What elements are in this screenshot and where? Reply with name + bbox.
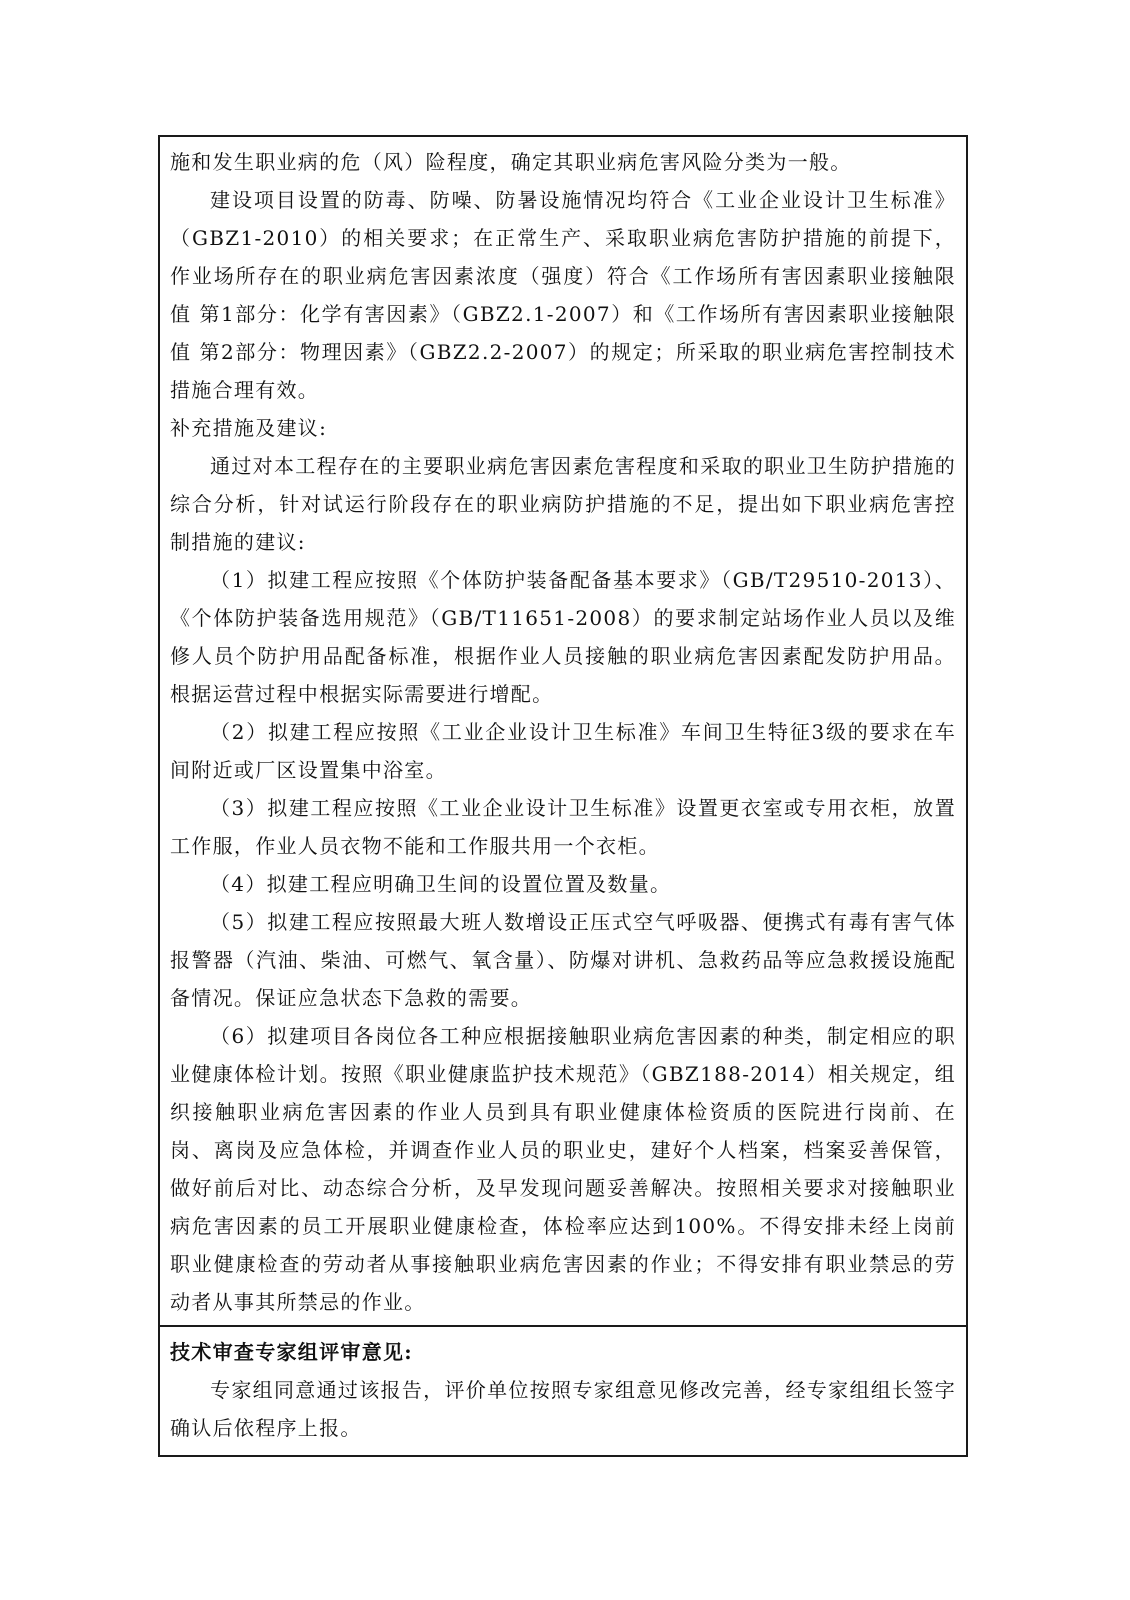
expert-review-cell xyxy=(160,1327,966,1455)
expert-review-heading: 技术审查专家组评审意见: xyxy=(170,1340,413,1364)
review-table xyxy=(158,135,968,1457)
recommendation-item-3: （3）拟建工程应按照《工业企业设计卫生标准》设置更衣室或专用衣柜，放置工作服，作业人员衣物不能和工作服共用一个衣柜。 xyxy=(170,796,956,858)
supplement-heading: 补充措施及建议: xyxy=(170,416,328,440)
expert-review-text: 专家组同意通过该报告，评价单位按照专家组意见修改完善，经专家组组长签字确认后依程序上报。 xyxy=(170,1378,956,1440)
recommendation-item-6: （6）拟建项目各岗位各工种应根据接触职业病危害因素的种类，制定相应的职业健康体检计划。按照《职业健康监护技术规范》（GBZ188-2014）相关规定，组织接触职业病危害因素的作业人员到具有职业健康体检资质的医院进行岗前、在岗、离岗及应急体检，并调查作业人员的职业史，建好个人档案，档案妥善保管，做好前后对比、动态综合分析，及早发现问题妥善解决。按照相关要求对接触职业病危害因素的员工开展职业健康检查，体检率应达到100%。不得安排未经上岗前职业健康检查的劳动者从事接触职业病危害因素的作业；不得安排有职业禁忌的劳动者从事其所禁忌的作业。 xyxy=(170,1024,956,1314)
conclusion-continuation: 施和发生职业病的危（风）险程度，确定其职业病危害风险分类为一般。 xyxy=(170,150,852,174)
recommendation-item-4: （4）拟建工程应明确卫生间的设置位置及数量。 xyxy=(210,872,672,896)
compliance-paragraph: 建设项目设置的防毒、防噪、防暑设施情况均符合《工业企业设计卫生标准》（GBZ1-2010）的相关要求；在正常生产、采取职业病危害防护措施的前提下，作业场所存在的职业病危害因素浓度（强度）符合《工作场所有害因素职业接触限值 第1部分：化学有害因素》（GBZ2.1-2007）和《工作场所有害因素职业接触限值 第2部分：物理因素》（GBZ2.2-2007）的规定；所采取的职业病危害控制技术措施合理有效。 xyxy=(170,188,956,402)
recommendation-item-1: （1）拟建工程应按照《个体防护装备配备基本要求》（GB/T29510-2013）、《个体防护装备选用规范》（GB/T11651-2008）的要求制定站场作业人员以及维修人员个防护用品配备标准，根据作业人员接触的职业病危害因素配发防护用品。根据运营过程中根据实际需要进行增配。 xyxy=(170,568,956,706)
recommendation-item-2: （2）拟建工程应按照《工业企业设计卫生标准》车间卫生特征3级的要求在车间附近或厂区设置集中浴室。 xyxy=(170,720,956,782)
supplement-intro: 通过对本工程存在的主要职业病危害因素危害程度和采取的职业卫生防护措施的综合分析，针对试运行阶段存在的职业病防护措施的不足，提出如下职业病危害控制措施的建议: xyxy=(170,454,956,554)
recommendation-item-5: （5）拟建工程应按照最大班人数增设正压式空气呼吸器、便携式有毒有害气体报警器（汽油、柴油、可燃气、氧含量）、防爆对讲机、急救药品等应急救援设施配备情况。保证应急状态下急救的需要。 xyxy=(170,910,956,1010)
evaluation-conclusion-cell xyxy=(160,137,966,1327)
